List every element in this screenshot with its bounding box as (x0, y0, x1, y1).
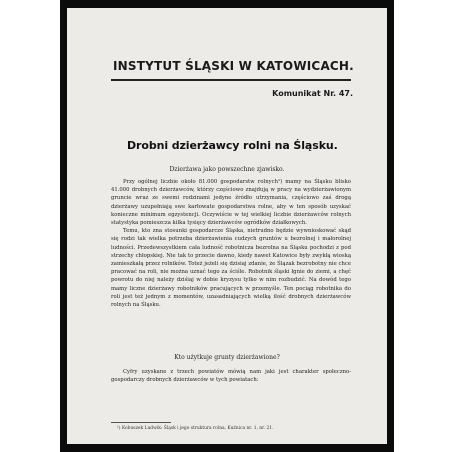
paragraph-3: Cyfry uzyskane z trzech powiatów mówią nam jaki jest charakter społeczno-gospodarczy drobnych dzierżawców w tych powiatach: (111, 369, 351, 384)
paragraph-2: Temu, kto zna stosunki gospodarcze Śląska, nietrudno będzie wywnioskować skąd się rodzi tak wielka potrzeba dzierżawienia cudzych gruntów u bezrolnej i małorolnej ludności. Przedewszystkiem cała ludność robotnicza bezrolna na Śląsku pochodzi z pod strzechy chłopskiej. Nie tak to przecie dawno, kiedy nawet Katowice były zwykłą wioską zamieszkałą przez rolników. Toteż jeżeli się dzisiaj zdanie, że Ślązak bezrobotny nie chce pracować na roli, nie można uznać tego za ściśle. Robotnik śląski łgnie do ziemi, a chęć powrotu do niej należy dziśiaj w dobie kryzysu tylko w nim rozbudzić. Na dowód tego mamy liczne dzierżawy robotników pracujących w przemyśle. Ten pociąg robotnika do roli jest też jednym z momentów, uzasadniających wielką ilość drobnych dzierżawców rolnych na Śląsku. (111, 228, 351, 309)
body-text (111, 178, 351, 309)
footnote: ¹) Kobuszek Ludwik: Śląsk i jego struktura rolna, Kuźnica nr. 1, nr. 21. (117, 426, 274, 431)
footnote-divider (111, 422, 171, 423)
paragraph-1: Przy ogólnej liczbie około 81.000 gospodarstw rolnych¹) mamy na Śląsku blisko 41.000 drobnych dzierżawców, którzy częściowo znajdują w pracy na wydzierżawionym gruncie wraz ze swemi rodzinami jedyne źródło utrzymania, częściowo zaś drogą dzierżawy uzupełniają swe karłowate gospodarstwa rolne, aby w ten sposób uzyskać konieczne minimum egzystencji. Oczywiście w tej wielkiej liczbie dzierżawców rolnych statystyka pomieszcza kilka tysięcy dzierżawców ogródków działkowych. (111, 179, 351, 227)
document-title: Drobni dzierżawcy rolni na Śląsku. (127, 139, 338, 152)
section-subtitle: Dzierżawa jako powszechne zjawisko. (169, 166, 285, 173)
bulletin-number: Komunikat Nr. 47. (272, 89, 353, 98)
section-heading: Kto użytkuje grunty dzierżawione? (174, 354, 280, 361)
document-page (67, 8, 387, 444)
closing-text (111, 368, 351, 384)
header-divider (111, 79, 351, 81)
institute-header: INSTYTUT ŚLĄSKI W KATOWICACH. (113, 59, 354, 73)
